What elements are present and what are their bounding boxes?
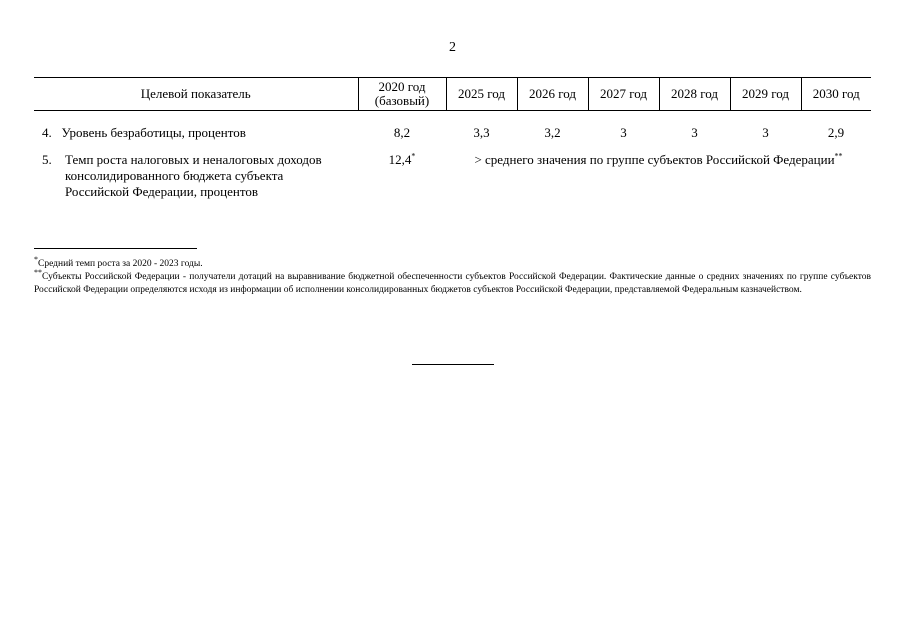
row-label-cell (34, 152, 358, 200)
row-label-line2: консолидированного бюджета субъекта (65, 168, 284, 183)
footnote-1 (34, 254, 871, 271)
footnote-2 (34, 267, 871, 297)
base-value: 12,4 (388, 152, 412, 167)
header-2028: 2028 год (659, 78, 730, 111)
document-end-rule (412, 364, 494, 365)
header-2030: 2030 год (801, 78, 871, 111)
header-2029: 2029 год (730, 78, 801, 111)
footnote-separator (34, 248, 197, 249)
cell-2025: 3,3 (473, 125, 490, 140)
footnote-2-text: Субъекты Российской Федерации - получатели дотаций на выравнивание бюджетной обеспеченности субъектов Российской Федерации. Фактические данные о средних значениях по группе субъектов Российской Федерации определяются исходя из информации об исполнении консолидированных бюджетов субъектов Российской Федерации, представляемой Федеральным казначейством. (34, 272, 871, 295)
row-number: 5. (42, 152, 52, 167)
header-base-year-line1: 2020 год (378, 79, 426, 94)
cell-2028: 3 (691, 125, 698, 140)
row-number: 4. (42, 125, 52, 140)
table-row (34, 152, 871, 200)
footnote-mark-double: ** (834, 151, 843, 161)
header-2025: 2025 год (446, 78, 517, 111)
row-label-line3: Российской Федерации, процентов (65, 184, 259, 199)
target-note: > среднего значения по группе субъектов Российской Федерации (474, 152, 835, 167)
footnotes (34, 254, 871, 297)
footnote-1-text: Средний темп роста за 2020 - 2023 годы. (38, 259, 203, 269)
spacer-row (34, 111, 871, 126)
header-indicator: Целевой показатель (34, 78, 358, 111)
table-row (34, 125, 871, 141)
footnote-mark-single: * (411, 151, 416, 161)
cell-base-value (358, 152, 446, 200)
spacer-row (34, 141, 871, 152)
footnote-2-mark: ** (34, 267, 42, 277)
cell-2026: 3,2 (544, 125, 561, 140)
row-label-line1: Темп роста налоговых и неналоговых доходов (65, 152, 322, 167)
row-label-cell (34, 125, 358, 141)
cell-2030: 2,9 (827, 125, 845, 140)
header-2027: 2027 год (588, 78, 659, 111)
header-base-year (358, 78, 446, 111)
cell-base-value: 8,2 (393, 125, 411, 140)
cell-2027: 3 (620, 125, 627, 140)
header-base-year-line2: (базовый) (374, 93, 430, 108)
page-number: 2 (449, 40, 456, 55)
footnote-1-mark: * (34, 254, 38, 264)
row-label: Уровень безработицы, процентов (61, 125, 246, 140)
indicators-table (34, 77, 871, 200)
cell-target-note (446, 152, 871, 200)
table-header-row (34, 78, 871, 111)
cell-2029: 3 (762, 125, 769, 140)
header-2026: 2026 год (517, 78, 588, 111)
